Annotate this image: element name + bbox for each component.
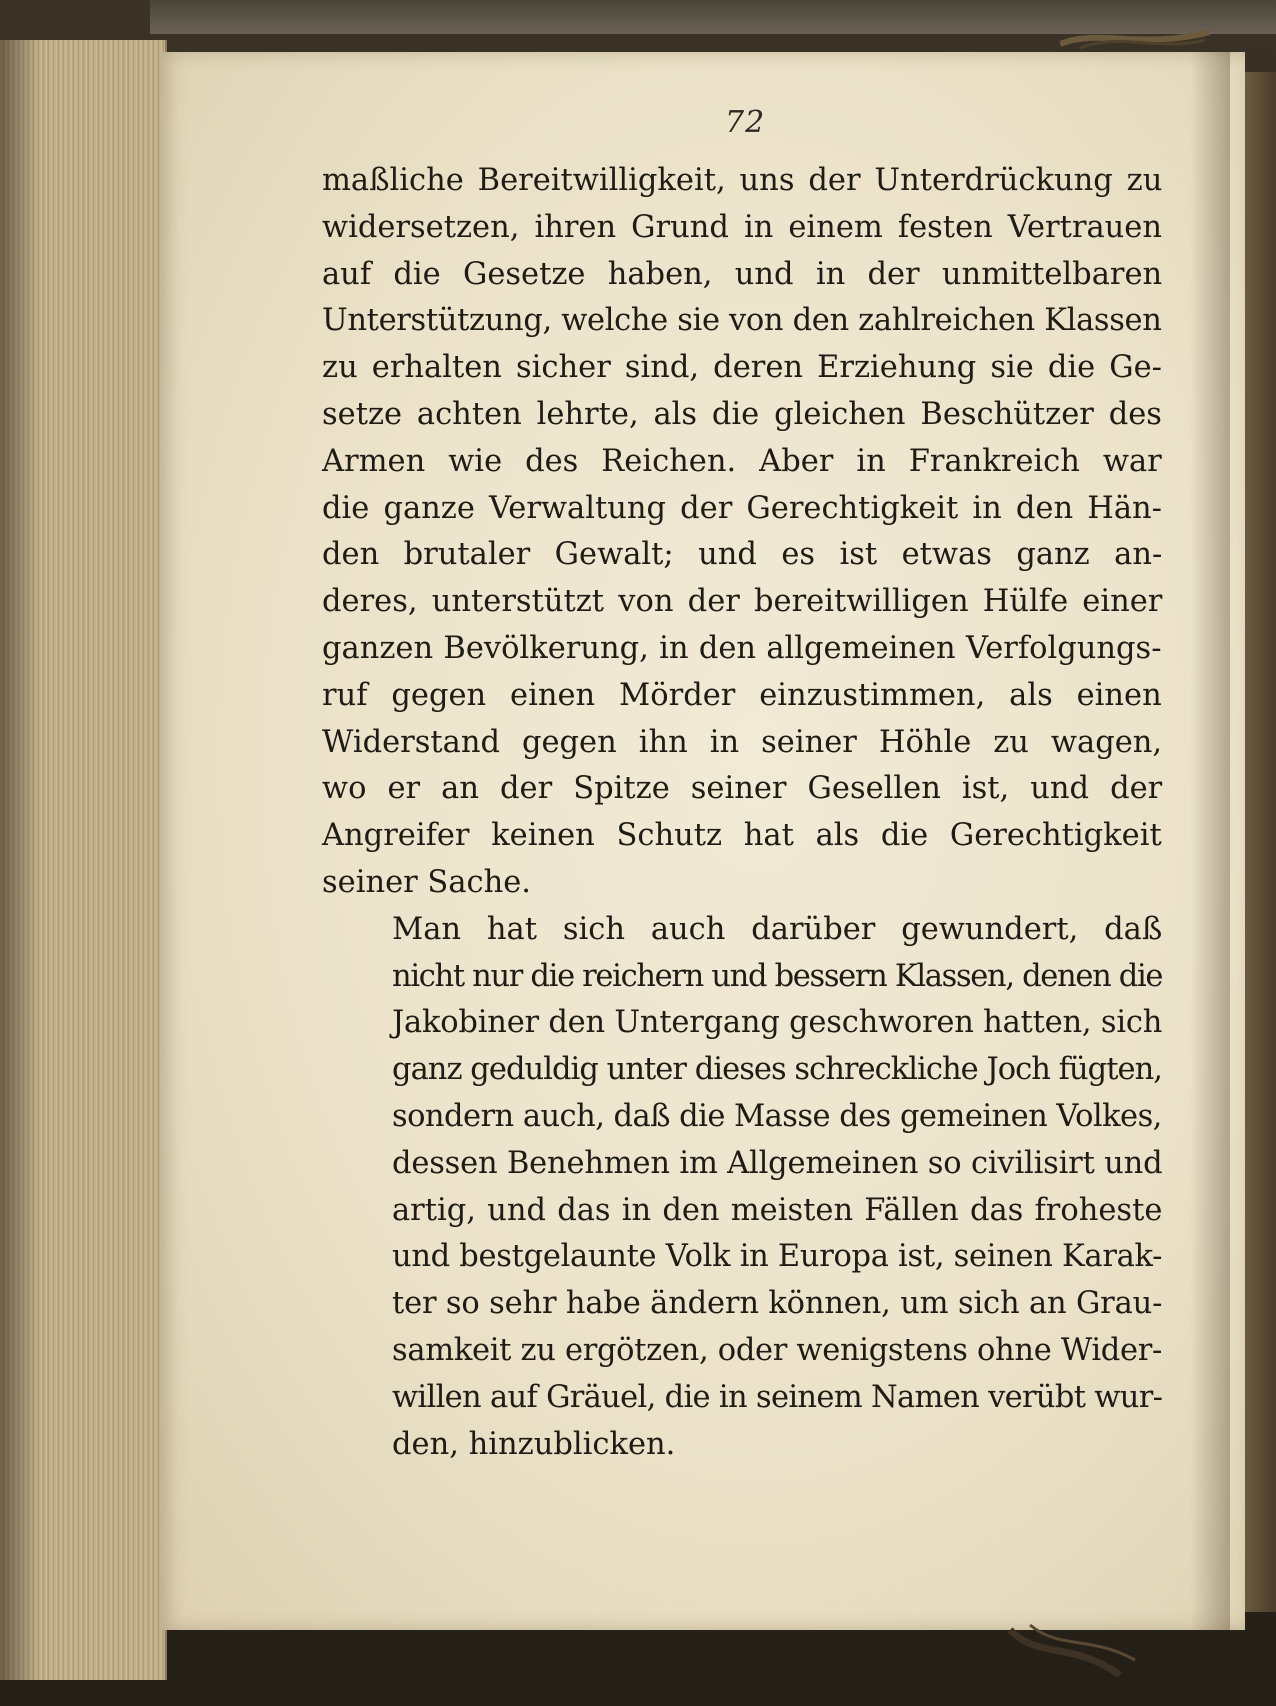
text-line: dessen Benehmen im Allgemeinen so civilisirt und [392,1145,1163,1181]
text-line: seiner Sache. [322,864,531,900]
text-line: deres, unterstützt von der bereitwilligen Hülfe einer [322,584,1163,620]
text-line: Jakobiner den Untergang geschworen hatten, sich [392,1005,1163,1041]
text-line: zu erhalten sicher sind, deren Erziehung sie die Ge- [322,350,1162,386]
text-line: artig, und das in den meisten Fällen das froheste [392,1192,1163,1228]
text-line: Angreifer keinen Schutz hat als die Gerechtigkeit [322,818,1162,854]
text-line: den, hinzublicken. [392,1426,676,1462]
text-line: widersetzen, ihren Grund in einem festen Vertrauen [322,209,1162,245]
body-text [322,158,1162,1468]
paragraph-1 [322,158,1162,907]
text-line: ruf gegen einen Mörder einzustimmen, als einen [322,677,1162,713]
text-line: setze achten lehrte, als die gleichen Beschützer des [322,396,1162,432]
gutter-shadow [1190,52,1230,1630]
text-line: Man hat sich auch darüber gewundert, daß [392,911,1163,947]
text-line: wo er an der Spitze seiner Gesellen ist, und der [322,771,1163,807]
page-number: 72 [725,105,766,140]
text-line: ganzen Bevölkerung, in den allgemeinen Verfolgungs- [322,630,1162,666]
text-line: Unterstützung, welche sie von den zahlreichen Klassen [322,303,1162,339]
text-line: nicht nur die reichern und bessern Klassen, denen die [392,958,1163,994]
binding-thread-bottom [1000,1620,1140,1680]
paragraph-2 [322,907,1162,1469]
page-stack-shadow [0,40,40,1680]
text-line: maßliche Bereitwilligkeit, uns der Unterdrückung zu [322,163,1163,198]
binding-thread-top [1060,22,1210,52]
text-line: Armen wie des Reichen. Aber in Frankreich war [322,443,1162,479]
text-line: ter so sehr habe ändern können, um sich an Grau- [392,1286,1163,1322]
text-line: den brutaler Gewalt; und es ist etwas ganz an- [322,537,1163,573]
text-line: sondern auch, daß die Masse des gemeinen Volkes, [392,1098,1162,1134]
text-line: die ganze Verwaltung der Gerechtigkeit in den Hän- [322,490,1162,526]
text-line: auf die Gesetze haben, und in der unmittelbaren [322,256,1163,292]
text-line: willen auf Gräuel, die in seinem Namen verübt wur- [392,1379,1163,1415]
text-line: samkeit zu ergötzen, oder wenigstens ohne Wider- [392,1332,1162,1368]
text-line: Widerstand gegen ihn in seiner Höhle zu wagen, [322,724,1163,760]
text-line: und bestgelaunte Volk in Europa ist, seinen Karak- [392,1239,1163,1275]
text-line: ganz geduldig unter dieses schreckliche Joch fügten, [392,1052,1163,1088]
